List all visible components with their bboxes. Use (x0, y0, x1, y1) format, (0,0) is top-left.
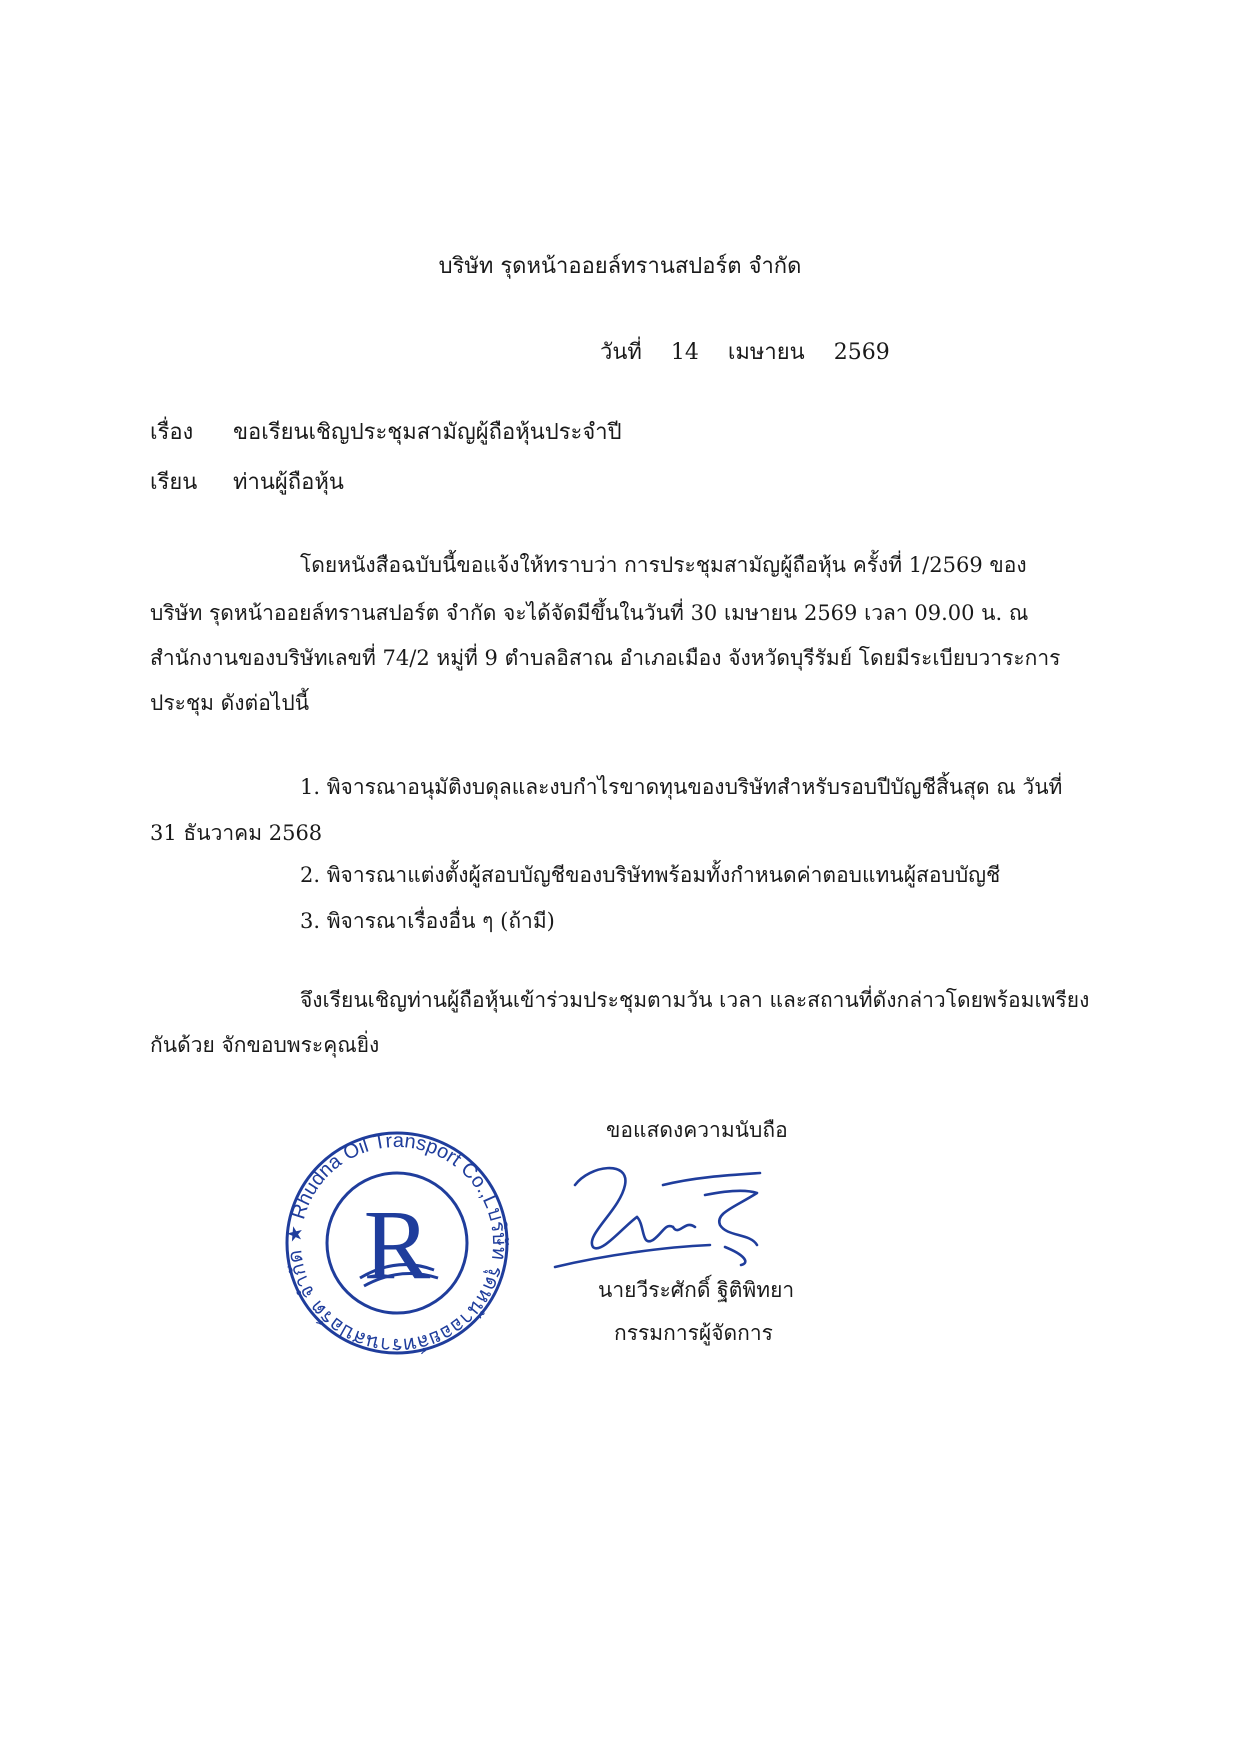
body-line-1: โดยหนังสือฉบับนี้ขอแจ้งให้ทราบว่า การประชุมสามัญผู้ถือหุ้น ครั้งที่ 1/2569 ของ (300, 553, 1027, 577)
signer-name: นายวีระศักดิ์ ฐิติพิทยา (598, 1278, 795, 1302)
agenda-item-3: 3. พิจารณาเรื่องอื่น ๆ (ถ้ามี) (300, 909, 555, 933)
date-month: เมษายน (727, 340, 805, 365)
body-line-4: ประชุม ดังต่อไปนี้ (150, 691, 310, 715)
date-day: 14 (670, 340, 699, 365)
signer-title: กรรมการผู้จัดการ (614, 1321, 773, 1345)
conclusion-line-1: จึงเรียนเชิญท่านผู้ถือหุ้นเข้าร่วมประชุมตามวัน เวลา และสถานที่ดังกล่าวโดยพร้อมเพรียง (300, 988, 1090, 1012)
letter-date (600, 338, 912, 368)
company-seal-stamp (282, 1128, 512, 1358)
date-year: 2569 (833, 340, 890, 365)
salutation-line (150, 468, 344, 498)
salutation-label: เรียน (150, 470, 198, 495)
body-line-3: สำนักงานของบริษัทเลขที่ 74/2 หมู่ที่ 9 ตำบลอิสาณ อำเภอเมือง จังหวัดบุรีรัมย์ โดยมีระเบียบวาระการ (150, 646, 1061, 670)
conclusion-line-2: กันด้วย จักขอบพระคุณยิ่ง (150, 1033, 380, 1057)
salutation-text: ท่านผู้ถือหุ้น (233, 470, 344, 495)
body-line-2: บริษัท รุดหน้าออยล์ทรานสปอร์ต จำกัด จะได้จัดมีขึ้นในวันที่ 30 เมษายน 2569 เวลา 09.00 น. ณ (150, 601, 1029, 625)
agenda-item-2: 2. พิจารณาแต่งตั้งผู้สอบบัญชีของบริษัทพร้อมทั้งกำหนดค่าตอบแทนผู้สอบบัญชี (300, 863, 1001, 887)
subject-label: เรื่อง (150, 420, 194, 445)
agenda-item-1-continued: 31 ธันวาคม 2568 (150, 821, 323, 845)
subject-line (150, 418, 622, 448)
agenda-item-1: 1. พิจารณาอนุมัติงบดุลและงบกำไรขาดทุนของบริษัทสำหรับรอบปีบัญชีสิ้นสุด ณ วันที่ (300, 775, 1063, 799)
seal-ring-text: บริษัท รุดหน้าออยล์ทรานสปอร์ต จำกัด ★ Rhudna Oil Transport Co.,Ltd.★ (283, 1129, 511, 1357)
closing-phrase: ขอแสดงความนับถือ (606, 1118, 788, 1142)
date-prefix: วันที่ (600, 340, 642, 365)
seal-monogram: R (363, 1189, 431, 1300)
subject-text: ขอเรียนเชิญประชุมสามัญผู้ถือหุ้นประจำปี (233, 420, 622, 445)
handwritten-signature (545, 1155, 815, 1270)
company-header: บริษัท รุดหน้าออยล์ทรานสปอร์ต จำกัด (438, 254, 802, 279)
